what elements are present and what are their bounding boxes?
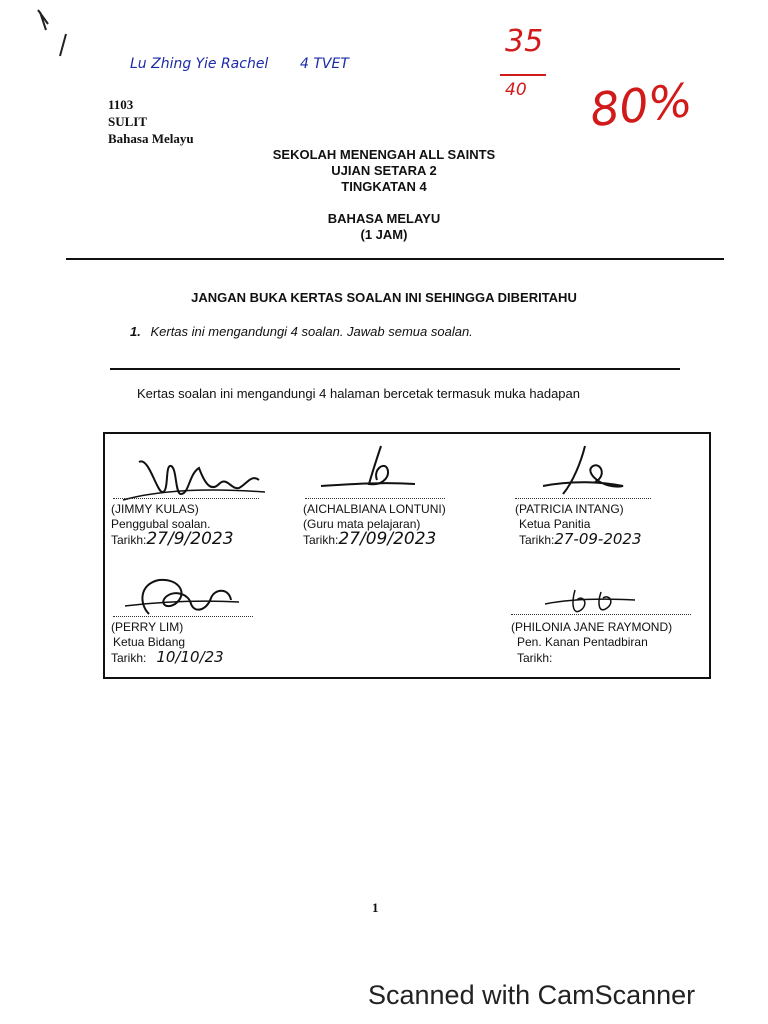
paper-code: 1103 bbox=[108, 97, 134, 112]
student-class: 4 TVET bbox=[300, 56, 349, 72]
signature-patricia-intang bbox=[523, 442, 633, 502]
exam-duration: (1 JAM) bbox=[360, 227, 408, 242]
signatory-date bbox=[111, 529, 234, 549]
date-value: 10/10/23 bbox=[156, 648, 224, 666]
signature-aichalbiana-lontuni bbox=[311, 440, 421, 500]
date-value: 27/09/2023 bbox=[338, 529, 437, 549]
signatory-date bbox=[303, 529, 437, 549]
exam-name: UJIAN SETARA 2 bbox=[331, 163, 437, 178]
signature-line bbox=[511, 614, 691, 615]
date-label: Tarikh: bbox=[519, 533, 555, 547]
signatory-role: (Guru mata pelajaran) bbox=[303, 517, 421, 531]
signatory-date bbox=[111, 650, 224, 666]
signature-box bbox=[103, 432, 711, 679]
header-divider bbox=[66, 258, 724, 260]
camscanner-watermark: Scanned with CamScanner bbox=[368, 980, 696, 1010]
signatory-name: (PATRICIA INTANG) bbox=[515, 502, 624, 516]
signatory-date bbox=[519, 532, 642, 548]
score-marks: 35 bbox=[505, 24, 544, 59]
signature-line bbox=[305, 498, 445, 499]
signature-philonia-jane-raymond bbox=[535, 586, 645, 622]
signatory-name: (PHILONIA JANE RAYMOND) bbox=[511, 620, 673, 634]
form-level: TINGKATAN 4 bbox=[341, 179, 427, 194]
signature-jimmy-kulas bbox=[119, 454, 269, 504]
classification-label: SULIT bbox=[108, 114, 148, 129]
student-name: Lu Zhing Yie Rachel bbox=[130, 56, 269, 72]
signatory-name: (PERRY LIM) bbox=[111, 620, 184, 634]
school-name: SEKOLAH MENENGAH ALL SAINTS bbox=[272, 147, 496, 162]
score-total: 40 bbox=[505, 80, 527, 100]
date-label: Tarikh: bbox=[303, 533, 339, 547]
percentage-score: 80% bbox=[587, 72, 695, 138]
signatory-role: Ketua Bidang bbox=[113, 635, 186, 649]
instruction-number: 1. bbox=[130, 324, 141, 339]
signatory-role: Ketua Panitia bbox=[519, 517, 591, 531]
date-label: Tarikh: bbox=[517, 651, 553, 665]
pen-mark-icon bbox=[30, 4, 80, 60]
signatory-name: (AICHALBIANA LONTUNI) bbox=[303, 502, 446, 516]
instruction-text: Kertas ini mengandungi 4 soalan. Jawab semua soalan. bbox=[150, 324, 473, 339]
instruction-item bbox=[130, 324, 473, 339]
page-number: 1 bbox=[372, 900, 379, 915]
signatory-date bbox=[517, 650, 552, 666]
date-label: Tarikh: bbox=[111, 651, 147, 665]
signature-line bbox=[113, 498, 259, 499]
page-count-note: Kertas soalan ini mengandungi 4 halaman bercetak termasuk muka hadapan bbox=[137, 386, 580, 401]
date-value: 27/9/2023 bbox=[146, 529, 234, 549]
instruction-divider bbox=[110, 368, 680, 370]
signature-line bbox=[113, 616, 253, 617]
warning-text: JANGAN BUKA KERTAS SOALAN INI SEHINGGA DIBERITAHU bbox=[191, 290, 577, 305]
subject-label: Bahasa Melayu bbox=[108, 131, 194, 146]
signatory-name: (JIMMY KULAS) bbox=[111, 502, 199, 516]
score-underline bbox=[500, 74, 546, 76]
signatory-role: Penggubal soalan. bbox=[111, 517, 211, 531]
signatory-role: Pen. Kanan Pentadbiran bbox=[517, 635, 648, 649]
exam-subject: BAHASA MELAYU bbox=[327, 211, 441, 226]
date-label: Tarikh: bbox=[111, 533, 147, 547]
signature-line bbox=[515, 498, 651, 499]
date-value: 27-09-2023 bbox=[554, 530, 642, 548]
